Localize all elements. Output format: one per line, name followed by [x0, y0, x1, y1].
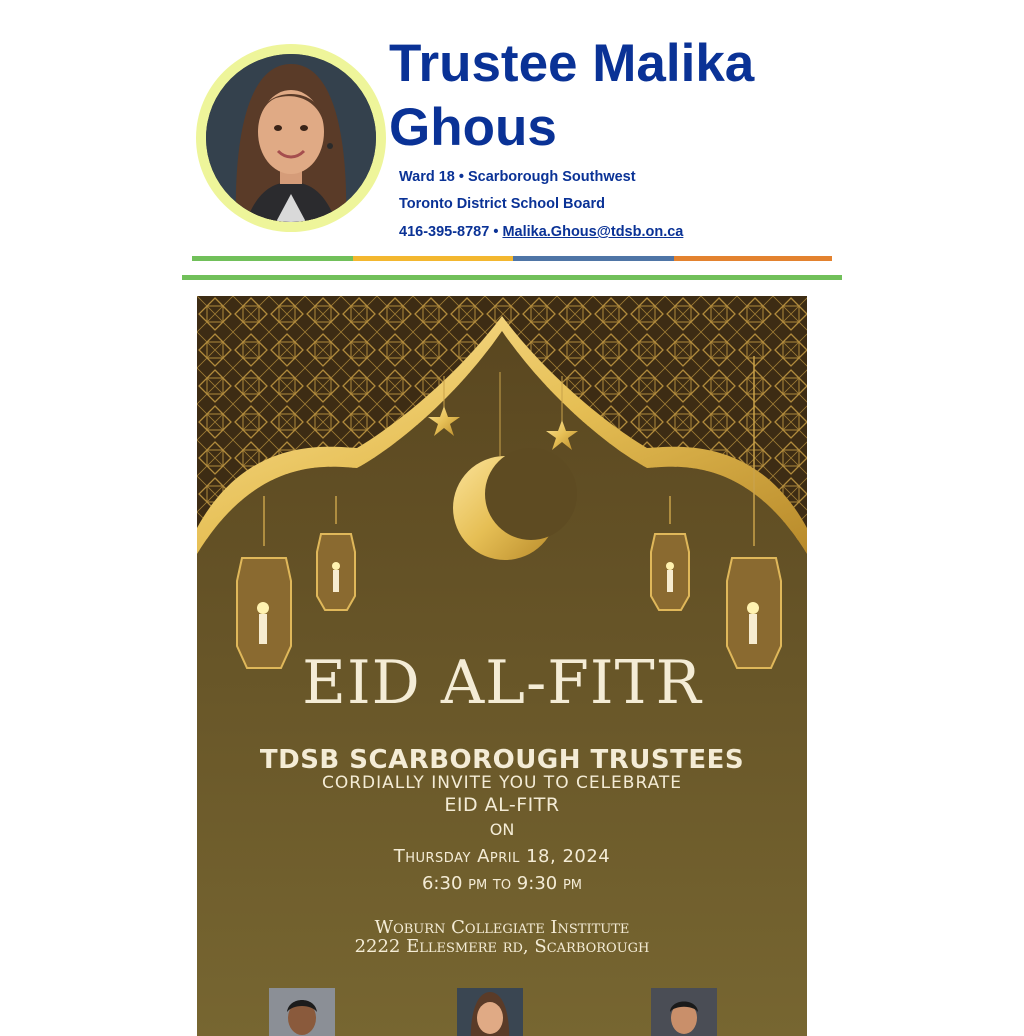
eid-flyer [197, 296, 807, 1036]
flyer-hosts: TDSB SCARBOROUGH TRUSTEES [259, 745, 745, 775]
flyer-occasion: EID AL-FITR [444, 794, 560, 816]
email-link[interactable]: Malika.Ghous@tdsb.on.ca [502, 224, 684, 240]
phone-number: 416-395-8787 [399, 224, 490, 240]
trustee-photo-3 [651, 988, 717, 1036]
contact-line [399, 224, 683, 240]
flyer-on: ON [489, 820, 515, 839]
trustee-photo-2 [457, 988, 523, 1036]
trustee-avatar [206, 54, 376, 222]
flyer-date: Thursday April 18, 2024 [393, 846, 611, 867]
color-bar-orange [674, 256, 832, 261]
divider-rule [182, 275, 842, 280]
color-bar-green [192, 256, 353, 261]
board-name: Toronto District School Board [399, 196, 605, 212]
flyer-invite: CORDIALLY INVITE YOU TO CELEBRATE [321, 773, 683, 793]
trustee-name: Trustee Malika Ghous [389, 34, 755, 157]
contact-separator: • [489, 224, 503, 240]
flyer-time: 6:30 pm to 9:30 pm [421, 873, 582, 894]
color-bar-yellow [353, 256, 513, 261]
flyer-address: 2222 Ellesmere rd, Scarborough [354, 936, 650, 957]
flyer-title: EID AL-FITR [302, 648, 702, 718]
trustee-photo-1 [269, 988, 335, 1036]
flyer-venue: Woburn Collegiate Institute [374, 917, 630, 938]
ward-line: Ward 18 • Scarborough Southwest [399, 169, 636, 185]
color-bar-blue [513, 256, 674, 261]
